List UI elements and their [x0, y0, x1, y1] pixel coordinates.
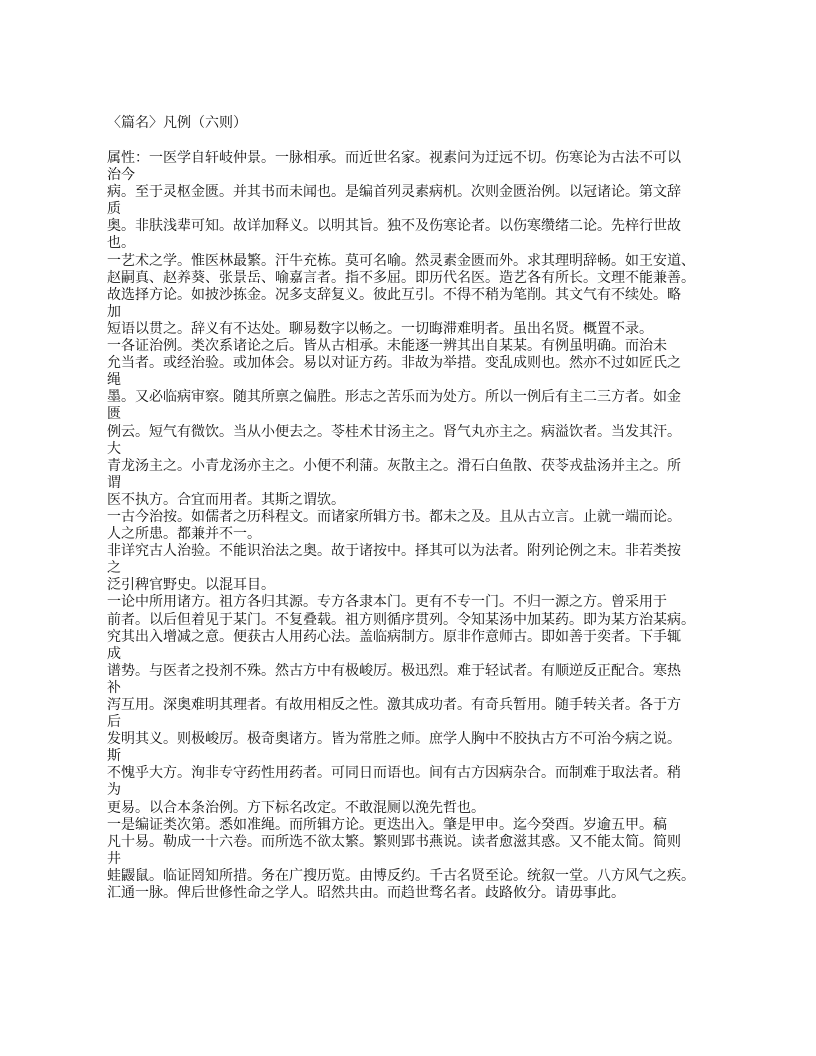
text-line: 汇通一脉。俾后世修性命之学人。昭然共由。而趋世骛名者。歧路攸分。请毋事此。: [107, 885, 625, 902]
text-line: 青龙汤主之。小青龙汤亦主之。小便不利蒲。灰散主之。滑石白鱼散、茯苓戎盐汤并主之。所: [107, 457, 681, 474]
text-line: 匮: [107, 406, 121, 423]
text-line: 泛引稗官野史。以混耳目。: [107, 577, 275, 594]
text-line: 赵嗣真、赵养葵、张景岳、喻嘉言者。指不多屈。即历代名医。造艺各有所长。文理不能兼善。: [107, 269, 695, 286]
text-line: 人之所患。都兼并不一。: [107, 526, 261, 543]
text-line: 后: [107, 714, 121, 731]
text-line: 故选择方论。如披沙拣金。况多支辞复义。彼此互引。不得不稍为笔削。其文气有不续处。略: [107, 286, 681, 303]
text-line: 蛙鼹鼠。临证罔知所措。务在广搜历览。由博反约。千古名贤至论。统叙一堂。八方风气之疾。: [107, 867, 695, 884]
text-line: 更易。以合本条治例。方下标名改定。不敢混厕以浼先哲也。: [107, 799, 485, 816]
text-line: 治今: [107, 167, 135, 184]
document-body: [107, 150, 707, 902]
text-line: 成: [107, 645, 121, 662]
text-line: 一艺术之学。惟医林最繁。汗牛充栋。莫可名喻。然灵素金匮而外。求其理明辞畅。如王安道、: [107, 252, 695, 269]
text-line: 一各证治例。类次系诸论之后。皆从古相承。未能逐一辨其出自某某。有例虽明确。而治未: [107, 338, 667, 355]
text-line: 病。至于灵枢金匮。并其书而未闻也。是编首列灵素病机。次则金匮治例。以冠诸论。第文辞: [107, 184, 681, 201]
text-line: 加: [107, 303, 121, 320]
text-line: 属性：一医学自轩岐仲景。一脉相承。而近世名家。视素问为迂远不切。伤寒论为古法不可以: [107, 150, 681, 166]
text-line: 例云。短气有微饮。当从小便去之。苓桂术甘汤主之。肾气丸亦主之。病溢饮者。当发其汗。: [107, 423, 681, 440]
text-line: 井: [107, 850, 121, 867]
text-line: 斯: [107, 748, 121, 765]
text-line: 一是编证类次第。悉如准绳。而所辑方论。更迭出入。肇是甲申。迄今癸酉。岁逾五甲。稿: [107, 816, 667, 833]
text-line: 前者。以后但着见于某门。不复叠载。祖方则循序贯列。令知某汤中加某药。即为某方治某病。: [107, 611, 695, 628]
text-line: 短语以贯之。辞义有不达处。聊易数字以畅之。一切晦滞难明者。虽出名贤。概置不录。: [107, 320, 653, 337]
document-title: 〈篇名〉凡例（六则）: [107, 115, 247, 131]
text-line: 墨。又必临病审察。随其所禀之偏胜。形志之苦乐而为处方。所以一例后有主二三方者。如金: [107, 389, 681, 406]
text-line: 为: [107, 782, 121, 799]
text-line: 大: [107, 440, 121, 457]
text-line: 凡十易。勒成一十六卷。而所选不欲太繁。繁则郢书燕说。读者愈滋其惑。又不能太简。简则: [107, 833, 681, 850]
text-line: 补: [107, 679, 121, 696]
text-line: 泻互用。深奥难明其理者。有故用相反之性。激其成功者。有奇兵暂用。随手转关者。各于方: [107, 697, 681, 713]
text-line: 之: [107, 560, 121, 577]
text-line: 一古今治按。如儒者之历科程文。而诸家所辑方书。都未之及。且从古立言。止就一端而论。: [107, 508, 681, 525]
text-line: 谓: [107, 474, 121, 491]
text-line: 绳: [107, 372, 121, 389]
text-line: 允当者。或经治验。或加体会。易以对证方药。非故为举措。变乱成则也。然亦不过如匠氏之: [107, 355, 681, 372]
text-line: 奥。非肤浅辈可知。故详加释义。以明其旨。独不及伤寒论者。以伤寒缵绪二论。先梓行世故: [107, 218, 681, 235]
text-line: 不愧乎大方。洵非专守药性用药者。可同日而语也。间有古方因病杂合。而制难于取法者。稍: [107, 765, 681, 782]
text-line: 一论中所用诸方。祖方各归其源。专方各隶本门。更有不专一门。不归一源之方。曾采用于: [107, 594, 667, 611]
text-line: 究其出入增减之意。便获古人用药心法。盖临病制方。原非作意师古。即如善于奕者。下手辄: [107, 628, 681, 645]
text-line: 非详究古人治验。不能识治法之奥。故于诸按中。择其可以为法者。附列论例之末。非若类按: [107, 543, 681, 560]
text-line: 质: [107, 201, 121, 218]
text-line: 谱势。与医者之投剂不殊。然古方中有极峻厉。极迅烈。难于轻试者。有顺逆反正配合。寒热: [107, 662, 681, 679]
text-line: 发明其义。则极峻厉。极奇奥诸方。皆为常胜之师。庶学人胸中不胶执古方不可治今病之说。: [107, 731, 681, 748]
text-line: 也。: [107, 235, 135, 252]
text-line: 医不执方。合宜而用者。其斯之谓欤。: [107, 491, 345, 508]
